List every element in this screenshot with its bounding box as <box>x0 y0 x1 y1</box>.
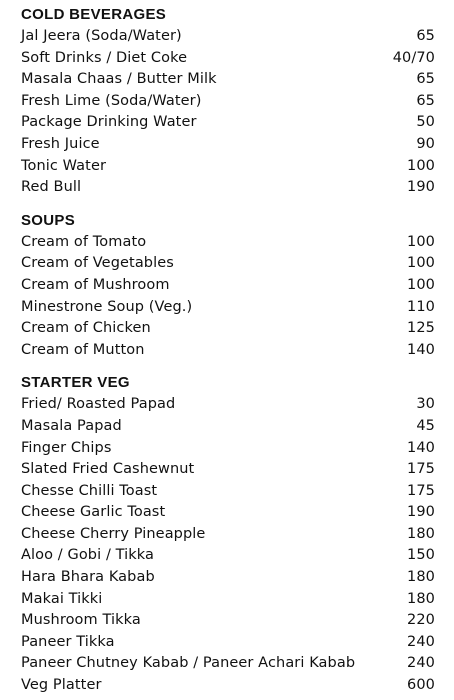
item-name: Tonic Water <box>21 157 107 174</box>
menu-item-list <box>21 26 435 199</box>
item-name: Veg Platter <box>21 677 102 694</box>
menu-item <box>21 567 435 589</box>
section-starter-veg <box>21 371 435 696</box>
item-price: 65 <box>416 28 435 44</box>
section-title: COLD BEVERAGES <box>21 6 167 23</box>
item-name: Red Bull <box>21 179 82 196</box>
item-name: Masala Papad <box>21 417 122 434</box>
item-name: Fresh Lime (Soda/Water) <box>21 92 202 109</box>
item-price: 125 <box>407 320 435 337</box>
item-price: 140 <box>407 341 435 358</box>
item-price: 190 <box>407 179 435 196</box>
menu-item <box>21 610 435 632</box>
item-name: Paneer Chutney Kabab / Paneer Achari Kabab <box>21 655 356 672</box>
menu-item <box>21 48 435 70</box>
section-soups <box>21 209 435 362</box>
item-name: Masala Chaas / Butter Milk <box>21 71 217 88</box>
item-price: 100 <box>407 157 435 174</box>
menu-item <box>21 112 435 134</box>
item-price: 45 <box>416 417 435 434</box>
item-price: 175 <box>407 482 435 499</box>
item-price: 40/70 <box>392 49 435 66</box>
item-name: Mushroom Tikka <box>21 612 141 629</box>
menu-item <box>21 416 435 438</box>
menu-item-list <box>21 232 435 362</box>
item-price: 180 <box>407 569 435 586</box>
menu-item <box>21 297 435 319</box>
section-title: SOUPS <box>21 211 76 229</box>
menu-item <box>21 91 435 113</box>
menu-item <box>21 232 435 254</box>
item-name: Soft Drinks / Diet Coke <box>21 49 188 66</box>
item-name: Cheese Garlic Toast <box>21 504 166 521</box>
menu-item <box>21 275 435 297</box>
section-title: STARTER VEG <box>21 374 130 392</box>
menu-item <box>21 177 435 199</box>
item-price: 50 <box>416 114 435 131</box>
item-price: 240 <box>407 655 435 672</box>
menu-item <box>21 675 435 697</box>
item-name: Cream of Vegetables <box>21 255 174 272</box>
item-price: 240 <box>407 633 435 650</box>
menu-item <box>21 318 435 340</box>
menu-item <box>21 438 435 460</box>
item-price: 180 <box>407 525 435 542</box>
item-price: 180 <box>407 590 435 607</box>
menu-item <box>21 502 435 524</box>
item-name: Hara Bhara Kabab <box>21 569 155 586</box>
item-name: Jal Jeera (Soda/Water) <box>21 28 182 44</box>
item-price: 140 <box>407 439 435 456</box>
menu-item <box>21 632 435 654</box>
item-name: Aloo / Gobi / Tikka <box>21 547 155 564</box>
menu-item <box>21 340 435 362</box>
menu-item <box>21 545 435 567</box>
item-price: 110 <box>407 298 435 315</box>
menu-item <box>21 589 435 611</box>
item-name: Cream of Mushroom <box>21 276 170 293</box>
menu-item <box>21 524 435 546</box>
item-price: 100 <box>407 255 435 272</box>
item-name: Finger Chips <box>21 439 112 456</box>
item-price: 30 <box>416 396 435 413</box>
item-name: Chesse Chilli Toast <box>21 482 158 499</box>
item-price: 600 <box>407 677 435 694</box>
item-name: Fried/ Roasted Papad <box>21 396 176 413</box>
item-name: Package Drinking Water <box>21 114 197 131</box>
menu-item <box>21 653 435 675</box>
item-name: Makai Tikki <box>21 590 103 607</box>
item-name: Cream of Mutton <box>21 341 145 358</box>
item-price: 90 <box>416 135 435 152</box>
menu-item <box>21 156 435 178</box>
item-price: 175 <box>407 461 435 478</box>
menu-item <box>21 481 435 503</box>
item-price: 65 <box>416 71 435 88</box>
item-name: Cream of Chicken <box>21 320 151 337</box>
menu-item <box>21 253 435 275</box>
menu-item <box>21 134 435 156</box>
menu <box>21 3 435 697</box>
menu-item <box>21 26 435 48</box>
item-name: Paneer Tikka <box>21 633 115 650</box>
item-price: 190 <box>407 504 435 521</box>
item-price: 150 <box>407 547 435 564</box>
menu-item <box>21 394 435 416</box>
menu-item <box>21 459 435 481</box>
section-cold-beverages <box>21 3 435 199</box>
item-price: 65 <box>416 92 435 109</box>
item-price: 220 <box>407 612 435 629</box>
item-price: 100 <box>407 233 435 250</box>
menu-item <box>21 69 435 91</box>
item-name: Minestrone Soup (Veg.) <box>21 298 193 315</box>
item-name: Cream of Tomato <box>21 233 147 250</box>
menu-item-list <box>21 394 435 696</box>
item-name: Slated Fried Cashewnut <box>21 461 195 478</box>
item-name: Fresh Juice <box>21 135 100 152</box>
item-price: 100 <box>407 276 435 293</box>
item-name: Cheese Cherry Pineapple <box>21 525 206 542</box>
